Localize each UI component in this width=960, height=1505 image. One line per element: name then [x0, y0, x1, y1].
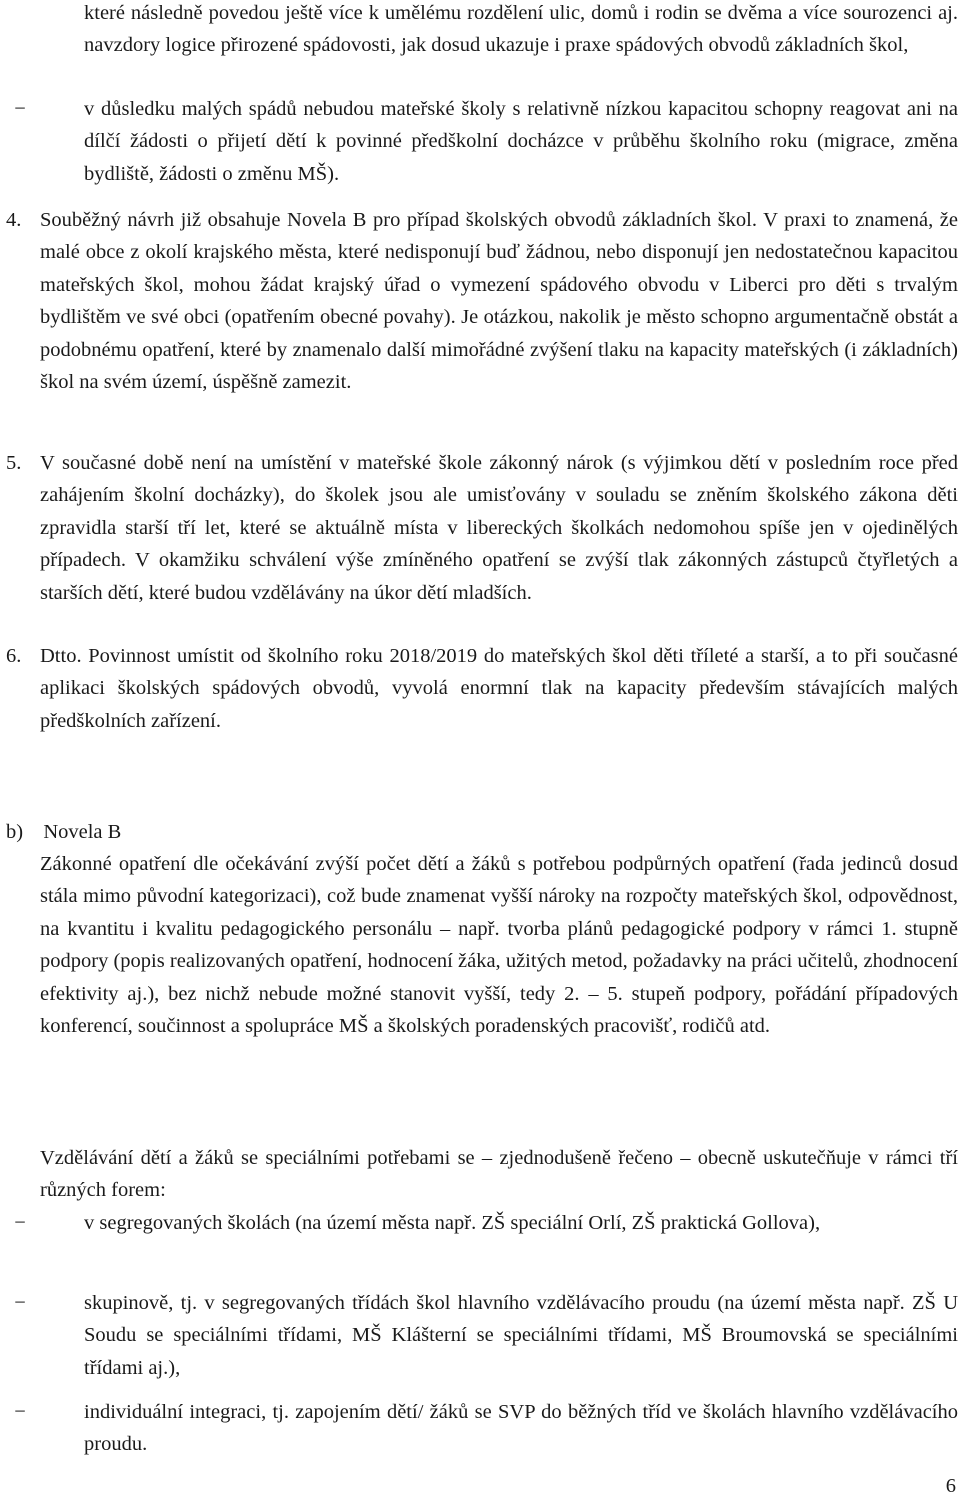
dash-bullet: −	[14, 1292, 26, 1314]
section-label: b)	[6, 821, 24, 843]
form-item-text: v segregovaných školách (na území města např. ZŠ speciální Orlí, ZŠ praktická Gollova),	[84, 1212, 821, 1234]
section-b-heading	[6, 816, 121, 848]
numbered-item-4	[0, 204, 958, 398]
form-item-individual	[0, 1396, 958, 1461]
forms-intro: Vzdělávání dětí a žáků se speciálními potřebami se – zjednodušeně řečeno – obecně uskutečňuje v rámci tří různých forem:	[40, 1147, 958, 1202]
form-item-text: individuální integraci, tj. zapojením dětí/ žáků se SVP do běžných tříd ve školách hlavního vzdělávacího proudu.	[84, 1401, 958, 1456]
numbered-item-6	[0, 640, 958, 737]
continued-paragraph: které následně povedou ještě více k umělému rozdělení ulic, domů i rodin se dvěma a více sourozenci aj. navzdory logice přirozené spádovosti, jak dosud ukazuje i praxe spádových obvodů základních škol,	[84, 2, 958, 57]
form-item-segregated	[0, 1207, 958, 1239]
section-b-paragraph: Zákonné opatření dle očekávání zvýší počet dětí a žáků s potřebou podpůrných opatření (řada jedinců dosud stála mimo původní kategorizaci), což bude znamenat vyšší nároky na rozpočty mateřských škol, odpovědnost, na kvantitu i kvalitu pedagogického personálu – např. tvorba plánů pedagogické podpory v rámci 1. stupně podpory (popis realizovaných opatření, hodnocení žáka, užitých metod, požadavky na práci učitelů, zhodnocení efektivity aj.), bez nichž nebude možné stanovit vyšší, tedy 2. – 5. stupeň podpory, pořádání případových konferencí, součinnost a spolupráce MŠ a školských poradenských pracovišť, rodičů atd.	[40, 853, 958, 1038]
dash-bullet: −	[14, 1401, 26, 1423]
form-item-text: skupinově, tj. v segregovaných třídách škol hlavního vzdělávacího proudu (na území města např. ZŠ U Soudu se speciálními třídami, MŠ Klášterní se speciálními třídami, MŠ Broumovská se speciálními třídami aj.),	[84, 1292, 958, 1379]
page-number: 6	[945, 1475, 956, 1497]
item-text: Dtto. Povinnost umístit od školního roku 2018/2019 do mateřských škol děti tříleté a starší, a to při současné aplikaci školských spádových obvodů, vyvolá enormní tlak na kapacity především stávajících malých předškolních zařízení.	[40, 645, 958, 732]
dash-bullet: −	[14, 1212, 26, 1234]
item-number: 5.	[6, 452, 22, 474]
dash-list-item	[0, 93, 958, 190]
form-item-group	[0, 1287, 958, 1384]
section-title: Novela B	[43, 821, 122, 843]
numbered-item-5	[0, 447, 958, 609]
item-number: 6.	[6, 645, 22, 667]
item-text: Souběžný návrh již obsahuje Novela B pro případ školských obvodů základních škol. V praxi to znamená, že malé obce z okolí krajského města, které nedisponují buď žádnou, nebo disponují jen nedostatečnou kapacitou mateřských škol, mohou žádat krajský úřad o vymezení spádového obvodu v Liberci pro děti s trvalým bydlištěm ve své obci (opatřením obecné povahy). Je otázkou, nakolik je město schopno argumentačně obstát a podobnému opatření, které by znamenalo další mimořádné zvýšení tlaku na kapacity mateřských (i základních) škol na svém území, úspěšně zamezit.	[40, 209, 958, 394]
item-number: 4.	[6, 209, 22, 231]
dash-item-text: v důsledku malých spádů nebudou mateřské školy s relativně nízkou kapacitou schopny reagovat ani na dílčí žádosti o přijetí dětí k povinné předškolní docházce v průběhu školního roku (migrace, změna bydliště, žádosti o změnu MŠ).	[84, 98, 958, 185]
item-text: V současné době není na umístění v mateřské škole zákonný nárok (s výjimkou dětí v posledním roce před zahájením školní docházky), do školek jsou ale umisťovány v souladu se zněním školského zákona děti zpravidla starší tří let, které se aktuálně místa v libereckých školkách nedomohou spíše jen v ojedinělých případech. V okamžiku schválení výše zmíněného opatření se zvýší tlak zákonných zástupců čtyřletých a starších dětí, které budou vzdělávány na úkor dětí mladších.	[40, 452, 958, 604]
dash-bullet: −	[14, 98, 26, 120]
